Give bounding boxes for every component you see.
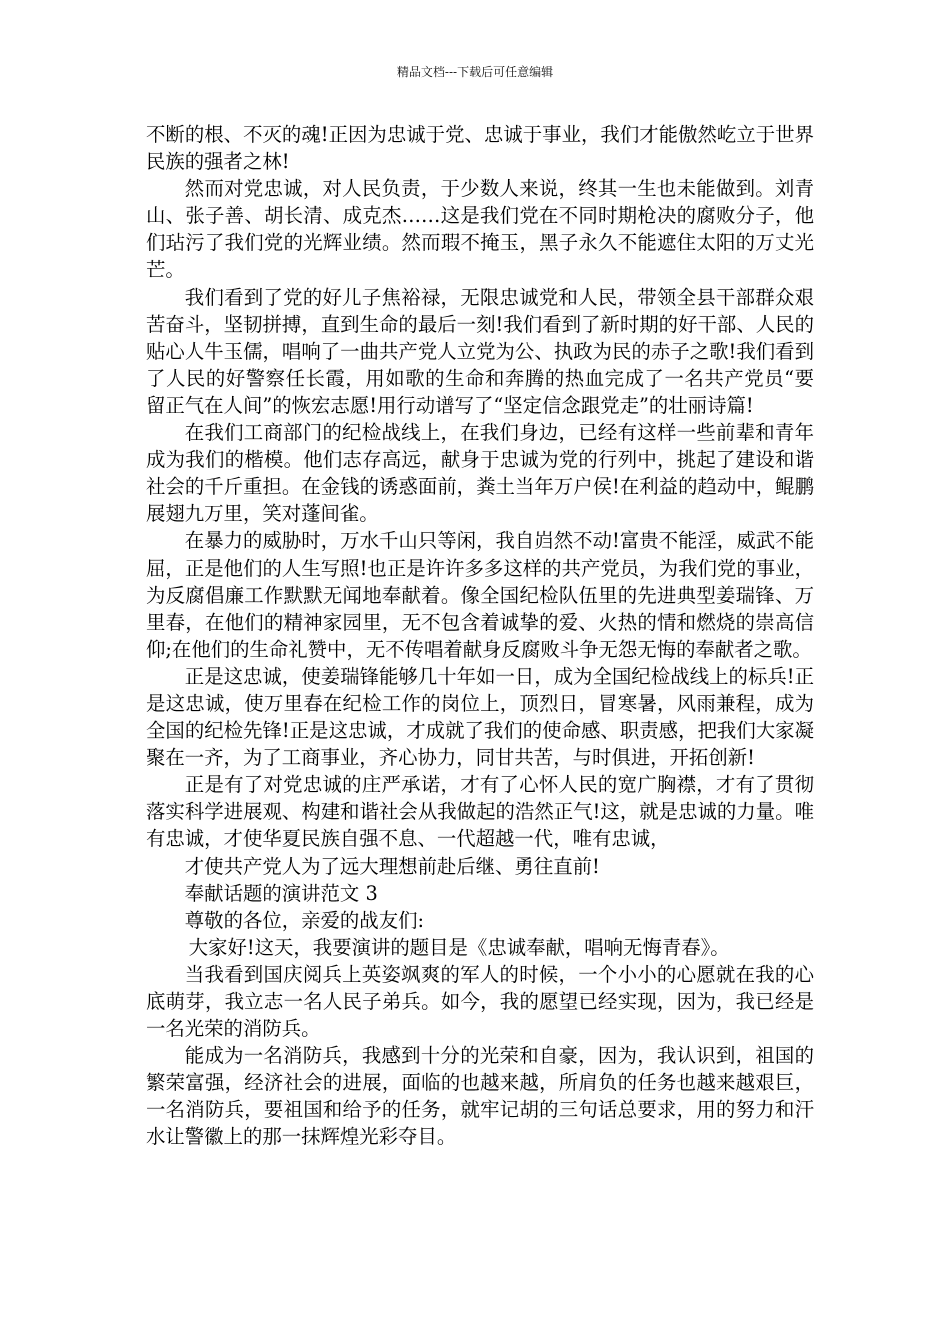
paragraph: 能成为一名消防兵，我感到十分的光荣和自豪，因为，我认识到，祖国的繁荣富强，经济社会的进展，面临的也越来越，所肩负的任务也越来越艰巨，一名消防兵，要祖国和给予的任务，就牢记胡的三句话总要求，用的努力和汗水让警徽上的那一抹辉煌光彩夺目。: [146, 1044, 814, 1149]
paragraph: 我们看到了党的好儿子焦裕禄，无限忠诚党和人民，带领全县干部群众艰苦奋斗，坚韧拼搏，直到生命的最后一刻!我们看到了新时期的好干部、人民的贴心人牛玉儒，唱响了一曲共产党人立党为公、执政为民的赤子之歌!我们看到了人民的好警察任长霞，用如歌的生命和奔腾的热血完成了一名共产党员“要留正气在人间”的恢宏志愿!用行动谱写了“坚定信念跟党走”的壮丽诗篇!: [146, 285, 814, 417]
document-body: [146, 121, 814, 1151]
paragraph: 正是这忠诚，使姜瑞锋能够几十年如一日，成为全国纪检战线上的标兵!正是这忠诚，使万里春在纪检工作的岗位上，顶烈日，冒寒暑，风雨兼程，成为全国的纪检先锋!正是这忠诚，才成就了我们的使命感、职责感，把我们大家凝聚在一齐，为了工商事业，齐心协力，同甘共苦，与时俱进，开拓创新!: [146, 664, 814, 770]
paragraph: 在暴力的威胁时，万水千山只等闲，我自岿然不动!富贵不能淫，威武不能屈，正是他们的人生写照!也正是许许多多这样的共产党员，为我们党的事业，为反腐倡廉工作默默无闻地奉献着。像全国纪检队伍里的先进典型姜瑞锋、万里春，在他们的精神家园里，无不包含着诚挚的爱、火热的情和燃烧的崇高信仰;在他们的生命礼赞中，无不传唱着献身反腐败斗争无怨无悔的奉献者之歌。: [146, 529, 814, 661]
paragraph: 大家好!这天，我要演讲的题目是《忠诚奉献，唱响无悔青春》。: [188, 935, 730, 959]
paragraph: 正是有了对党忠诚的庄严承诺，才有了心怀人民的宽广胸襟，才有了贯彻落实科学进展观、构建和谐社会从我做起的浩然正气!这，就是忠诚的力量。唯有忠诚，才使华夏民族自强不息、一代超越一代，唯有忠诚，: [146, 773, 814, 851]
salutation: 尊敬的各位，亲爱的战友们:: [184, 908, 425, 932]
section-heading: 奉献话题的演讲范文 3: [184, 881, 378, 905]
paragraph-line: 才使共产党人为了远大理想前赴后继、勇往直前!: [184, 854, 600, 878]
page-header: 精品文档---下载后可任意编辑: [396, 65, 554, 79]
paragraph: 在我们工商部门的纪检战线上，在我们身边，已经有这样一些前辈和青年成为我们的楷模。他们志存高远，献身于忠诚为党的行列中，挑起了建设和谐社会的千斤重担。在金钱的诱惑面前，粪土当年万户侯!在利益的趋动中，鲲鹏展翅九万里，笑对蓬间雀。: [146, 421, 814, 526]
paragraph: 当我看到国庆阅兵上英姿飒爽的军人的时候，一个小小的心愿就在我的心底萌芽，我立志一名人民子弟兵。如今，我的愿望已经实现，因为，我已经是一名光荣的消防兵。: [146, 962, 814, 1041]
paragraph-continuation: 不断的根、不灭的魂!正因为忠诚于党、忠诚于事业，我们才能傲然屹立于世界民族的强者之林!: [146, 123, 814, 174]
paragraph: 然而对党忠诚，对人民负责，于少数人来说，终其一生也未能做到。刘青山、张子善、胡长清、成克杰……这是我们党在不同时期枪决的腐败分子，他们玷污了我们党的光辉业绩。然而瑕不掩玉，黑子永久不能遮住太阳的万丈光芒。: [146, 177, 814, 282]
